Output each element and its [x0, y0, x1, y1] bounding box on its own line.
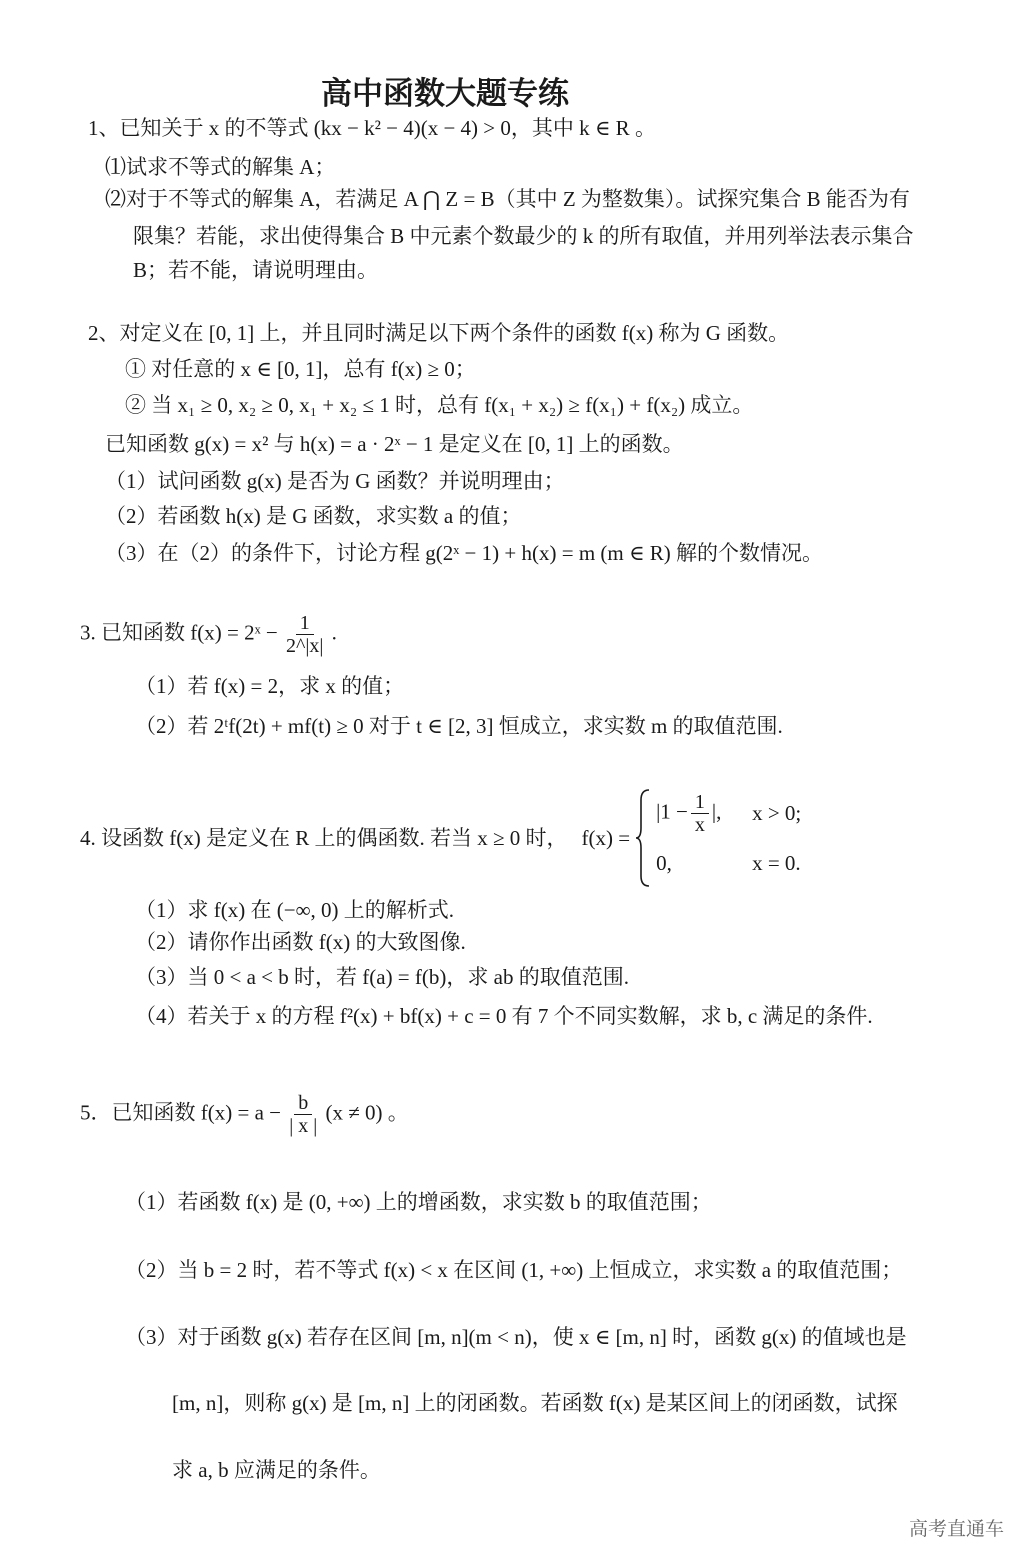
problem-3-q1: （1）若 f(x) = 2，求 x 的值； [135, 674, 405, 698]
problem-3-stem [80, 612, 337, 657]
problem-5-q2: （2）当 b = 2 时，若不等式 f(x) < x 在区间 (1, +∞) 上恒成立，求实数 a 的取值范围； [125, 1258, 903, 1282]
problem-2-q1: （1）试问函数 g(x) 是否为 G 函数？并说明理由； [105, 469, 565, 493]
problem-4-q4: （4）若关于 x 的方程 f²(x) + bf(x) + c = 0 有 7 个不同实数解，求 b, c 满足的条件. [135, 1004, 873, 1028]
problem-4-stem-row [80, 788, 801, 888]
problem-1-q2-cont: B；若不能，请说明理由。 [133, 258, 379, 282]
problem-2-condition-2: ② 当 x₁ ≥ 0, x₂ ≥ 0, x₁ + x₂ ≤ 1 时，总有 f(x₁ + x₂) ≥ f(x₁) + f(x₂) 成立。 [125, 393, 754, 417]
denominator: 2^|x| [286, 635, 324, 657]
case-1-expr: |1 − [656, 798, 688, 823]
problem-4-q3: （3）当 0 < a < b 时，若 f(a) = f(b)，求 ab 的取值范围. [135, 965, 629, 989]
case-1 [656, 788, 801, 838]
problem-5-q3: （3）对于函数 g(x) 若存在区间 [m, n](m < n)，使 x ∈ [m, n] 时，函数 g(x) 的值域也是 [125, 1325, 907, 1349]
problem-3-stem-text: 3. 已知函数 f(x) = 2ˣ − [80, 620, 278, 645]
domain-condition: (x ≠ 0) 。 [325, 1100, 409, 1125]
problem-2-condition-1: ① 对任意的 x ∈ [0, 1]，总有 f(x) ≥ 0； [125, 357, 476, 381]
problem-2-given: 已知函数 g(x) = x² 与 h(x) = a · 2ˣ − 1 是定义在 [0, 1] 上的函数。 [105, 432, 684, 456]
fraction [286, 612, 323, 657]
case-1-expr-group [656, 791, 736, 836]
problem-1-q2: ⑵对于不等式的解集 A，若满足 A ⋂ Z = B（其中 Z 为整数集）。试探究集合 B 能否为有 [105, 187, 910, 211]
fraction [691, 791, 709, 836]
fraction [289, 1092, 317, 1137]
problem-1-stem: 1、已知关于 x 的不等式 (kx − k² − 4)(x − 4) > 0，其中 k ∈ R 。 [88, 116, 656, 140]
problem-2-q3: （3）在（2）的条件下，讨论方程 g(2ˣ − 1) + h(x) = m (m ∈ R) 解的个数情况。 [105, 541, 824, 565]
problem-5-q1: （1）若函数 f(x) 是 (0, +∞) 上的增函数，求实数 b 的取值范围； [125, 1190, 712, 1214]
page-title: 高中函数大题专练 [321, 76, 569, 111]
watermark: 高考直通车 [908, 1518, 1004, 1540]
problem-2-stem: 2、对定义在 [0, 1] 上，并且同时满足以下两个条件的函数 f(x) 称为 G 函数。 [88, 321, 790, 345]
piecewise-cases [656, 788, 801, 888]
problem-5-q3-cont: [m, n]，则称 g(x) 是 [m, n] 上的闭函数。若函数 f(x) 是某区间上的闭函数，试探 [172, 1391, 898, 1415]
problem-4-stem: 4. 设函数 f(x) 是定义在 R 上的偶函数. 若当 x ≥ 0 时， [80, 826, 568, 850]
problem-1-q1: ⑴试求不等式的解集 A； [105, 155, 336, 179]
case-2-condition: x = 0. [752, 851, 801, 875]
problem-4-q2: （2）请你作出函数 f(x) 的大致图像. [135, 930, 466, 954]
case-2-expr: 0, [656, 851, 672, 875]
numerator: b [294, 1092, 312, 1115]
problem-5-stem [80, 1092, 409, 1137]
case-1-condition: x > 0; [752, 801, 802, 825]
problem-5-q3-cont: 求 a, b 应满足的条件。 [172, 1458, 381, 1482]
case-2 [656, 838, 801, 888]
case-1-close: |, [711, 798, 722, 823]
numerator: 1 [691, 791, 709, 814]
denominator: x [694, 813, 705, 836]
problem-3-q2: （2）若 2ᵗf(2t) + mf(t) ≥ 0 对于 t ∈ [2, 3] 恒成立，求实数 m 的取值范围. [135, 714, 783, 738]
problem-1-q2-cont: 限集？若能，求出使得集合 B 中元素个数最少的 k 的所有取值，并用列举法表示集合 [133, 224, 914, 248]
denominator: | x | [289, 1115, 318, 1137]
problem-2-q2: （2）若函数 h(x) 是 G 函数，求实数 a 的值； [105, 504, 522, 528]
problem-4-q1: （1）求 f(x) 在 (−∞, 0) 上的解析式. [135, 898, 455, 922]
function-lhs: f(x) = [581, 826, 631, 850]
brace-icon [634, 788, 652, 888]
numerator: 1 [296, 612, 314, 635]
problem-5-stem-text: 5．已知函数 f(x) = a − [80, 1100, 281, 1125]
punctuation: . [331, 620, 337, 645]
